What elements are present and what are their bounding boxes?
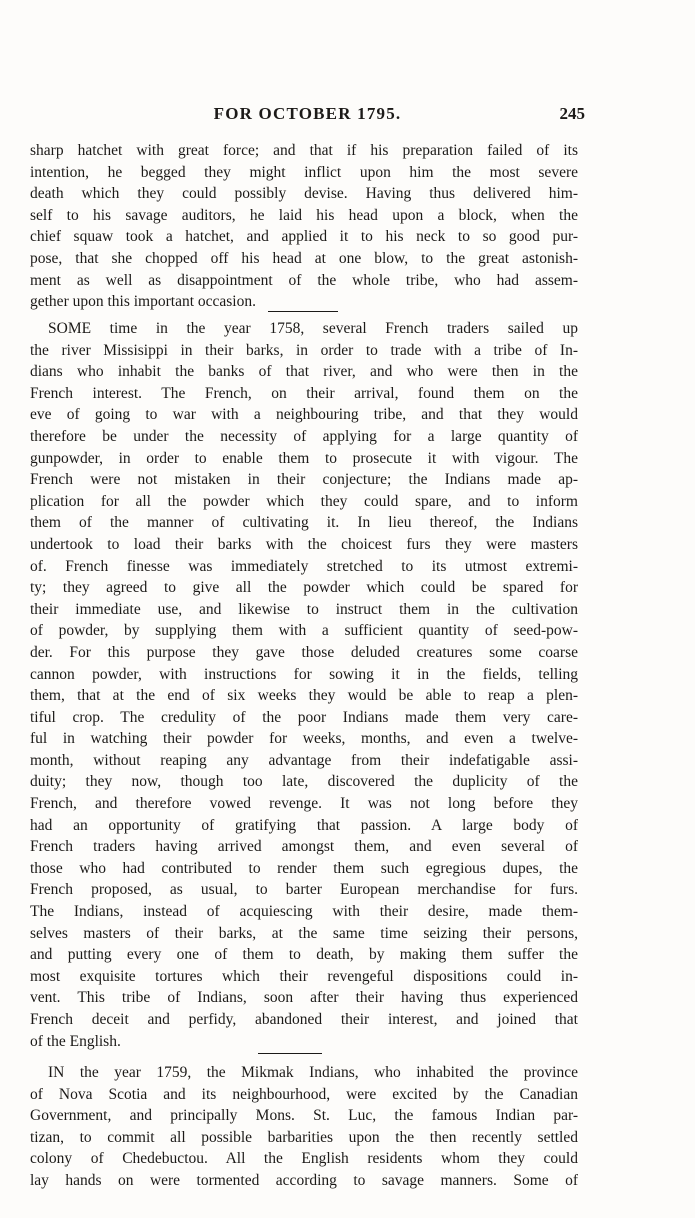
text-line: ful in watching their powder for weeks, months, and even a twelve- [30, 730, 578, 748]
text-line: vent. This tribe of Indians, soon after their having thus experienced [30, 989, 578, 1007]
paragraph-2 [30, 318, 578, 1052]
text-line: those who had contributed to render them such egregious dupes, the [30, 859, 578, 877]
text-line: The Indians, instead of acquiescing with their desire, made them- [30, 903, 578, 921]
text-line: ty; they agreed to give all the powder which could be spared for [30, 579, 578, 597]
paragraph-1 [30, 140, 578, 313]
text-line: therefore be under the necessity of applying for a large quantity of [30, 427, 578, 445]
text-line: their immediate use, and likewise to instruct them in the cultivation [30, 600, 578, 618]
text-line: intention, he begged they might inflict upon him the most severe [30, 163, 578, 181]
text-line: selves masters of their barks, at the same time seizing their persons, [30, 924, 578, 942]
text-line: pose, that she chopped off his head at one blow, to the great astonish- [30, 249, 578, 267]
text-line: them of the manner of cultivating it. In lieu thereof, the Indians [30, 514, 578, 532]
text-line: self to his savage auditors, he laid his head upon a block, when the [30, 206, 578, 224]
text-line: lay hands on were tormented according to savage manners. Some of [30, 1171, 578, 1189]
text-line: duity; they now, though too late, discovered the duplicity of the [30, 773, 578, 791]
text-line: chief squaw took a hatchet, and applied it to his neck to so good pur- [30, 228, 578, 246]
text-line: der. For this purpose they gave those deluded creatures some coarse [30, 643, 578, 661]
text-line: dians who inhabit the banks of that river, and who were then in the [30, 363, 578, 381]
text-line: French proposed, as usual, to barter European merchandise for furs. [30, 881, 578, 899]
text-line: sharp hatchet with great force; and that if his preparation failed of its [30, 142, 578, 159]
text-line: of the English. [30, 1032, 121, 1050]
text-line: most exquisite tortures which their revengeful dispositions could in- [30, 967, 578, 985]
text-line: eve of going to war with a neighbouring tribe, and that they would [30, 406, 578, 424]
section-divider [268, 311, 338, 312]
text-line: death which they could possibly devise. Having thus delivered him- [30, 185, 578, 203]
text-line: French were not mistaken in their conjecture; the Indians made ap- [30, 471, 578, 489]
text-line: colony of Chedebuctou. All the English residents whom they could [30, 1150, 578, 1168]
text-line: plication for all the powder which they could spare, and to inform [30, 492, 578, 510]
text-line: month, without reaping any advantage from their indefatigable assi- [30, 751, 578, 769]
text-line: the river Missisippi in their barks, in order to trade with a tribe of In- [30, 341, 578, 359]
text-line: IN the year 1759, the Mikmak Indians, who inhabited the province [48, 1064, 578, 1081]
text-line: undertook to load their barks with the choicest furs they were masters [30, 535, 578, 553]
text-line: cannon powder, with instructions for sowing it in the fields, telling [30, 665, 578, 683]
text-line: and putting every one of them to death, by making them suffer the [30, 946, 578, 964]
text-line: had an opportunity of gratifying that passion. A large body of [30, 816, 578, 834]
text-line: Government, and principally Mons. St. Luc, the famous Indian par- [30, 1107, 578, 1125]
text-line: tizan, to commit all possible barbarities upon the then recently settled [30, 1128, 578, 1146]
text-line: French interest. The French, on their arrival, found them on the [30, 384, 578, 402]
page-number: 245 [559, 104, 585, 123]
text-line: gether upon this important occasion. [30, 293, 256, 311]
paragraph-3 [30, 1062, 578, 1192]
text-line: SOME time in the year 1758, several French traders sailed up [48, 320, 578, 337]
text-line: ment as well as disappointment of the whole tribe, who had assem- [30, 271, 578, 289]
text-line: of powder, by supplying them with a sufficient quantity of seed-pow- [30, 622, 578, 640]
text-line: French, and therefore vowed revenge. It was not long before they [30, 795, 578, 813]
text-line: French deceit and perfidy, abandoned their interest, and joined that [30, 1011, 578, 1028]
running-head: FOR OCTOBER 1795. [213, 104, 402, 123]
text-line: tiful crop. The credulity of the poor Indians made them very care- [30, 708, 578, 726]
page-header [30, 104, 585, 128]
text-line: of. French finesse was immediately stretched to its utmost extremi- [30, 557, 578, 575]
text-line: of Nova Scotia and its neighbourhood, were excited by the Canadian [30, 1085, 578, 1103]
text-line: them, that at the end of six weeks they would be able to reap a plen- [30, 687, 578, 705]
text-line: French traders having arrived amongst them, and even several of [30, 838, 578, 856]
section-divider [258, 1053, 322, 1054]
text-line: gunpowder, in order to enable them to prosecute it with vigour. The [30, 449, 578, 467]
